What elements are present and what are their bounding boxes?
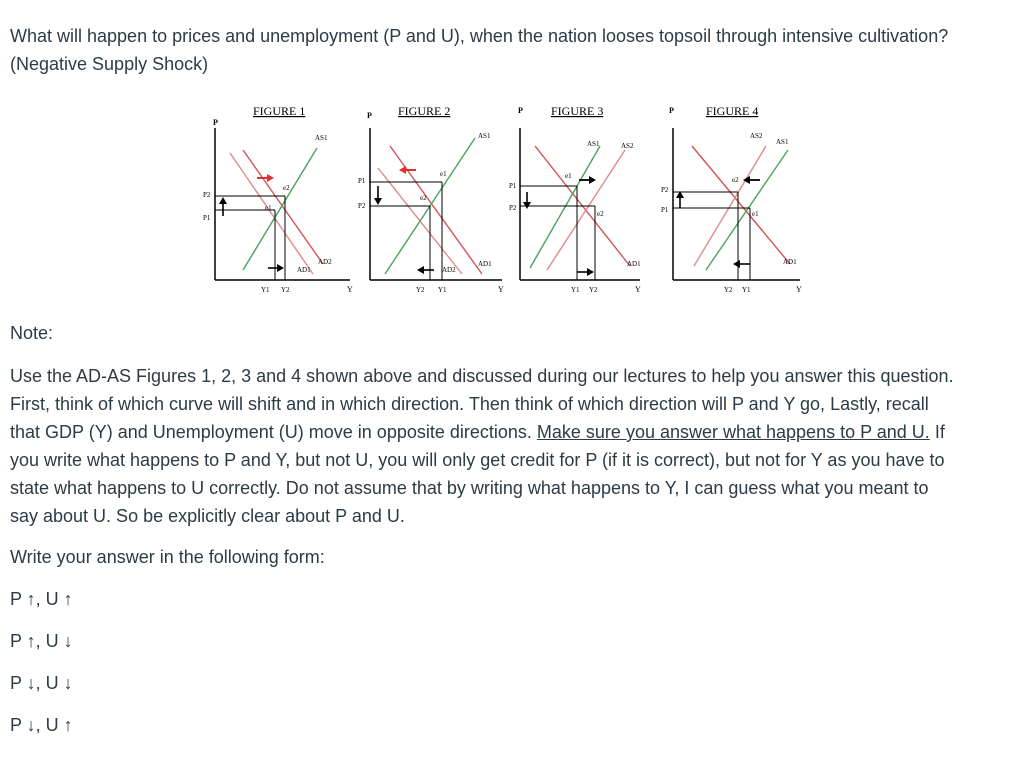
figure-3-title: FIGURE 3 bbox=[551, 104, 604, 118]
figure-3-x-axis-label: Y bbox=[635, 285, 641, 294]
question-line-1: What will happen to prices and unemployment (P and U), when the nation looses topsoil through intensive cultivation? bbox=[10, 26, 949, 46]
figure-2-point-label-0: e1 bbox=[440, 170, 447, 178]
figure-1-point-label-1: e1 bbox=[265, 204, 272, 212]
figure-2-curve-label-1: AD1 bbox=[478, 260, 492, 268]
answer-option-2: P ↑, U ↓ bbox=[10, 631, 73, 651]
instructions bbox=[10, 362, 1012, 530]
figure-3 bbox=[509, 104, 641, 294]
figure-3-point-label-1: e2 bbox=[597, 210, 604, 218]
figure-3-price-label-0: P1 bbox=[509, 182, 517, 190]
figure-1-curve-label-2: AD1 bbox=[297, 266, 311, 274]
figure-4 bbox=[661, 104, 802, 294]
figure-1-curve-label-1: AD2 bbox=[318, 258, 332, 266]
figure-1-quantity-label-1: Y2 bbox=[281, 286, 290, 294]
figure-4-curve-label-2: AD1 bbox=[783, 258, 797, 266]
figure-1-y-axis-label: P bbox=[213, 118, 218, 127]
figure-3-y-axis-label: P bbox=[518, 106, 523, 115]
figure-2-curve-label-0: AS1 bbox=[478, 132, 491, 140]
question-line-2: (Negative Supply Shock) bbox=[10, 54, 209, 74]
figure-3-price-label-1: P2 bbox=[509, 204, 517, 212]
figure-4-x-axis-label: Y bbox=[796, 285, 802, 294]
figure-2-quantity-label-0: Y2 bbox=[416, 286, 425, 294]
instructions-line-3-b: If bbox=[929, 422, 945, 442]
figure-2-title: FIGURE 2 bbox=[398, 104, 451, 118]
instructions-line-6: say about U. So be explicitly clear about P and U. bbox=[10, 506, 405, 526]
figure-4-point-label-1: e1 bbox=[752, 210, 759, 218]
figure-1-curve-label-0: AS1 bbox=[315, 134, 328, 142]
figure-2-curve-label-2: AD2 bbox=[442, 266, 456, 274]
ad-as-figures bbox=[195, 98, 815, 298]
figure-4-price-label-0: P2 bbox=[661, 186, 669, 194]
instructions-line-3 bbox=[10, 418, 1012, 446]
figure-1-price-label-1: P1 bbox=[203, 214, 211, 222]
instructions-line-5: state what happens to U correctly. Do not assume that by writing what happens to Y, I can guess what you meant to bbox=[10, 478, 929, 498]
figure-1-quantity-label-0: Y1 bbox=[261, 286, 270, 294]
answer-option-3: P ↓, U ↓ bbox=[10, 673, 73, 693]
figure-4-quantity-label-0: Y2 bbox=[724, 286, 733, 294]
figure-3-quantity-label-0: Y1 bbox=[571, 286, 580, 294]
figure-2-price-label-1: P2 bbox=[358, 202, 366, 210]
instructions-line-4: you write what happens to P and Y, but not U, you will only get credit for P (if it is correct), but not for Y as you have to bbox=[10, 450, 945, 470]
figure-2-y-axis-label: P bbox=[367, 111, 372, 120]
answer-option-1: P ↑, U ↑ bbox=[10, 589, 73, 609]
figure-4-curve-label-0: AS2 bbox=[750, 132, 763, 140]
figure-3-quantity-label-1: Y2 bbox=[589, 286, 598, 294]
figure-3-point-label-0: e1 bbox=[565, 172, 572, 180]
figure-1-title: FIGURE 1 bbox=[253, 104, 306, 118]
figure-4-title: FIGURE 4 bbox=[706, 104, 759, 118]
instructions-line-2: First, think of which curve will shift and in which direction. Then think of which direction will P and Y go, Lastly, recall bbox=[10, 394, 929, 414]
figure-4-quantity-label-1: Y1 bbox=[742, 286, 751, 294]
figure-3-curve-label-2: AD1 bbox=[627, 260, 641, 268]
figure-1-x-axis-label: Y bbox=[347, 285, 353, 294]
figure-4-point-label-0: e2 bbox=[732, 176, 739, 184]
note-label: Note: bbox=[10, 323, 54, 343]
figure-4-y-axis-label: P bbox=[669, 106, 674, 115]
figure-2-quantity-label-1: Y1 bbox=[438, 286, 447, 294]
figure-2-point-label-1: e2 bbox=[420, 194, 427, 202]
question bbox=[10, 22, 1010, 78]
instructions-line-3-a: that GDP (Y) and Unemployment (U) move in opposite directions. bbox=[10, 422, 537, 442]
figure-1-price-label-0: P2 bbox=[203, 191, 211, 199]
figure-4-curve-label-1: AS1 bbox=[776, 138, 789, 146]
figure-4-price-label-1: P1 bbox=[661, 206, 669, 214]
figure-3-curve-label-1: AS2 bbox=[621, 142, 634, 150]
figure-1 bbox=[203, 104, 353, 294]
figure-2 bbox=[358, 104, 504, 294]
answer-prompt: Write your answer in the following form: bbox=[10, 547, 325, 567]
instructions-emphasis: Make sure you answer what happens to P and U. bbox=[536, 422, 930, 442]
figure-2-price-label-0: P1 bbox=[358, 177, 366, 185]
answer-option-4: P ↓, U ↑ bbox=[10, 715, 73, 735]
instructions-line-1: Use the AD-AS Figures 1, 2, 3 and 4 shown above and discussed during our lectures to help you answer this question. bbox=[10, 366, 954, 386]
figure-2-x-axis-label: Y bbox=[498, 285, 504, 294]
figure-3-curve-label-0: AS1 bbox=[587, 140, 600, 148]
figure-1-point-label-0: e2 bbox=[283, 184, 290, 192]
answer-options bbox=[10, 586, 73, 754]
